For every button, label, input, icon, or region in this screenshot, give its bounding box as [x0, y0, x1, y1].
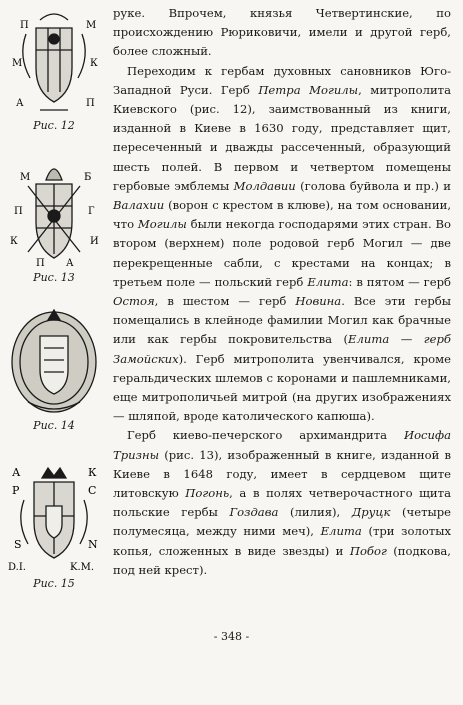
paragraph: [113, 426, 451, 580]
figure-12-letter: К: [90, 58, 98, 69]
figure-14: [6, 306, 102, 432]
body-text: [113, 4, 451, 580]
figure-13-letter: А: [66, 258, 74, 268]
figure-12-letter: М: [12, 58, 23, 69]
italic-term: Молдавии: [233, 178, 296, 193]
text-run: . Все эти гербы помещались в клейноде фамилии Могил как брачные или как гербы покровительства (: [113, 294, 451, 347]
figure-13-caption: Рис. 13: [33, 271, 75, 284]
figure-15-letter: D.I.: [8, 562, 26, 573]
coat-of-arms-mitre-icon: [6, 156, 102, 268]
italic-term: Друцк: [351, 505, 391, 520]
figure-13-letter: П: [36, 258, 45, 268]
text-run: (четыре полумесяца, между ними меч),: [113, 505, 451, 539]
italic-term: Елита — герб Замойских: [113, 332, 451, 366]
italic-term: Петра Могилы: [258, 82, 359, 97]
figure-14-caption: Рис. 14: [33, 419, 75, 432]
figure-15-letter: А: [12, 466, 21, 479]
italic-term: Валахии: [113, 198, 165, 213]
figure-15-letter: Р: [12, 484, 20, 497]
figure-12-caption: Рис. 12: [33, 119, 75, 132]
figure-13-letter: К: [10, 236, 18, 247]
italic-term: Гоздава: [229, 505, 279, 520]
figure-12-letter: А: [16, 98, 24, 109]
italic-term: Могилы: [137, 217, 187, 232]
text-run: (ворон с крестом в клюве), на том основании, что: [113, 198, 451, 232]
text-run: были некогда господарями этих стран. Во втором (верхнем) поле родовой герб Могил — две перекрещенные сабли, с крестами на концах; в третьем поле — польский герб: [113, 217, 451, 289]
italic-term: Остоя: [113, 294, 155, 309]
coat-of-arms-trizna-icon: [6, 460, 102, 574]
italic-term: Елита: [320, 524, 362, 539]
figure-12-letter: П: [20, 20, 29, 31]
figure-15-letter: K.M.: [70, 562, 95, 573]
page-number: - 348 -: [213, 630, 250, 643]
figure-13-letter: М: [20, 172, 31, 183]
coat-of-arms-oval-icon: [6, 306, 102, 416]
figure-13-letter: Б: [84, 172, 92, 183]
italic-term: Елита: [307, 274, 349, 289]
figure-12-letter: П: [86, 98, 95, 109]
figure-12-letter: М: [86, 20, 97, 31]
text-run: (рис. 13), изображенный в книге, изданной в Киеве в 1648 году, имеет в сердцевом щите литовскую: [113, 447, 451, 501]
italic-term: Иосифа Тризны: [113, 428, 451, 462]
figure-13-letter: Г: [88, 206, 95, 217]
italic-term: Новина: [295, 294, 342, 309]
figure-12: [6, 6, 102, 132]
coat-of-arms-mohyla-icon: [6, 6, 102, 116]
text-run: , в шестом — герб: [154, 294, 296, 309]
figures-column: [0, 0, 108, 620]
italic-term: Побог: [349, 543, 387, 558]
figure-15-letter: С: [88, 484, 97, 497]
text-run: (три золотых копья, сложенных в виде звезды) и: [113, 524, 451, 558]
figure-13-letter: И: [90, 236, 99, 247]
figure-15-letter: N: [88, 538, 98, 551]
text-run: руке. Впрочем, князья Четвертинские, по происхождению Рюриковичи, имели и другой герб, более сложный.: [113, 6, 451, 59]
text-run: Переходим к гербам духовных сановников Юго-Западной Руси. Герб: [113, 63, 451, 97]
text-run: Герб киево-печерского архимандрита: [127, 428, 404, 443]
text-run: (подкова, под ней крест).: [113, 543, 451, 577]
figure-15-letter: К: [88, 466, 97, 479]
figure-15-caption: Рис. 15: [33, 577, 75, 590]
text-run: (лилия),: [278, 505, 352, 520]
paragraph: [113, 62, 451, 427]
text-run: ). Герб митрополита увенчивался, кроме геральдических шлемов с коронами и пашлемниками, еще митрополичьей митрой (на других изображениях — шляпой, вроде католического капюша).: [113, 351, 451, 424]
figure-15-letter: S: [14, 538, 22, 551]
figure-15: [6, 460, 102, 590]
text-run: , митрополита Киевского (рис. 12), заимствованный из книги, изданной в Киеве в 1630 году, представляет щит, пересеченный и дважды рассеченный, образующий шесть полей. В первом и четвертом помещены гербовые эмблемы: [113, 82, 451, 193]
italic-term: Погонь: [185, 486, 230, 501]
paragraph: [113, 4, 451, 62]
figure-13: [6, 156, 102, 284]
figure-13-letter: П: [14, 206, 23, 217]
text-run: : в пятом — герб: [348, 274, 451, 289]
text-run: (голова буйвола и пр.) и: [295, 178, 451, 193]
text-run: , а в полях четверочастного щита польские гербы: [113, 486, 451, 520]
